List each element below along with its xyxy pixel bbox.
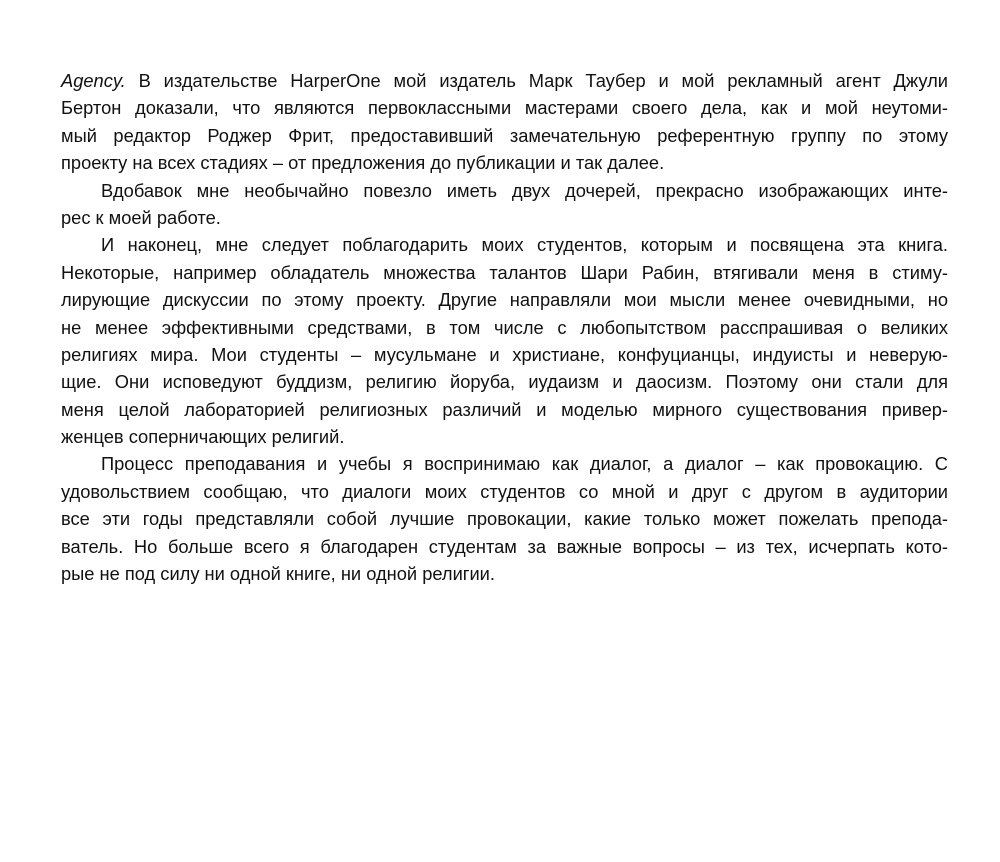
- text-line: не менее эффективными средствами, в том числе с любопытством расспрашивая о великих: [61, 316, 948, 338]
- text-line: религиях мира. Мои студенты – мусульмане и христиане, конфуцианцы, индуисты и неверую-: [61, 343, 948, 365]
- text-line: ватель. Но больше всего я благодарен студентам за важные вопросы – из тех, исчерпать кото-: [61, 535, 948, 557]
- paragraph-acknowledgement-publisher: [61, 67, 948, 177]
- text-line: щие. Они исповедуют буддизм, религию йоруба, иудаизм и даосизм. Поэтому они стали для: [61, 371, 948, 393]
- text-line: мый редактор Роджер Фрит, предоставивший замечательную референтную группу по этому: [61, 124, 948, 146]
- text-line: рес к моей работе.: [61, 206, 221, 228]
- paragraph-acknowledgement-daughters: [61, 177, 948, 232]
- text-line: Бертон доказали, что являются первоклассными мастерами своего дела, как и мой неутоми-: [61, 97, 948, 119]
- text-line: лирующие дискуссии по этому проекту. Другие направляли мои мысли менее очевидными, но: [61, 289, 948, 311]
- italic-title-fragment: Agency.: [61, 70, 126, 91]
- text-line: меня целой лабораторией религиозных различий и моделью мирного существования привер-: [61, 398, 948, 420]
- text-line: И наконец, мне следует поблагодарить моих студентов, которым и посвящена эта книга.: [101, 234, 948, 256]
- text-line: проекту на всех стадиях – от предложения до публикации и так далее.: [61, 152, 665, 174]
- text-line-content: В издательстве HarperOne мой издатель Марк Таубер и мой рекламный агент Джули: [125, 70, 948, 91]
- text-line: удовольствием сообщаю, что диалоги моих студентов со мной и друг с другом в аудитории: [61, 480, 948, 502]
- paragraph-acknowledgement-students: [61, 231, 948, 450]
- text-line: все эти годы представляли собой лучшие провокации, какие только может пожелать препода-: [61, 508, 948, 530]
- text-line: Процесс преподавания и учебы я воспринимаю как диалог, а диалог – как провокацию. С: [101, 453, 948, 475]
- text-line: рые не под силу ни одной книге, ни одной религии.: [61, 563, 495, 585]
- paragraph-acknowledgement-dialogue: [61, 450, 948, 587]
- text-line: [61, 67, 948, 94]
- text-line: Некоторые, например обладатель множества талантов Шари Рабин, втягивали меня в стиму-: [61, 261, 948, 283]
- text-line: Вдобавок мне необычайно повезло иметь двух дочерей, прекрасно изображающих инте-: [101, 179, 948, 201]
- text-line: женцев соперничающих религий.: [61, 426, 345, 448]
- document-page: [61, 67, 948, 587]
